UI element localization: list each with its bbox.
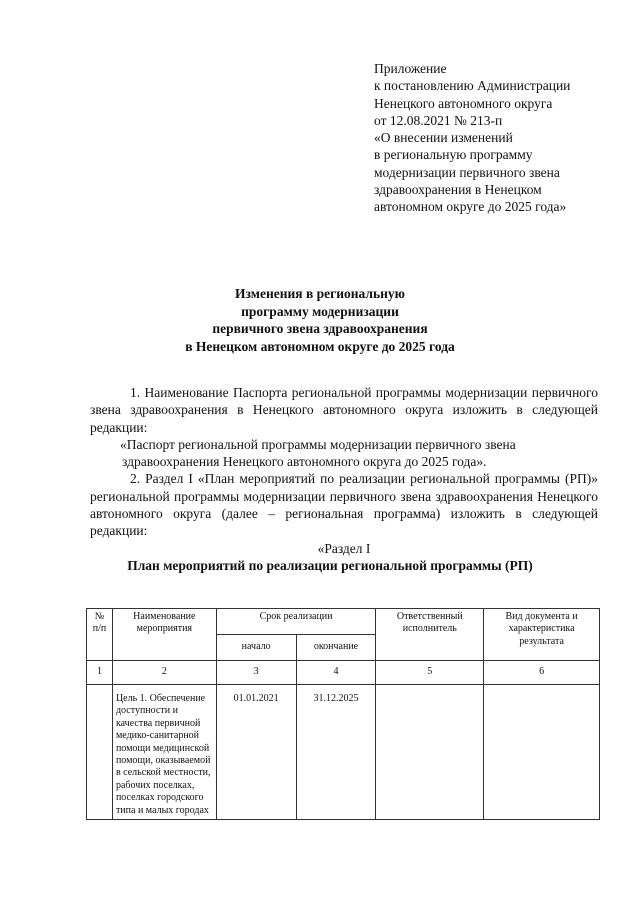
item-1-paragraph: 1. Наименование Паспорта региональной программы модернизации первичного звена здравоохранения в Ненецкого автономного округа изложить в следующей редакции:: [90, 385, 598, 435]
appendix-line: в региональную программу: [374, 147, 533, 163]
col-number: 5: [376, 661, 484, 685]
appendix-line: Ненецкого автономного округа: [374, 95, 553, 111]
col-number: 4: [296, 661, 376, 685]
appendix-line: от 12.08.2021 № 213-п: [374, 112, 503, 128]
row-doc: [484, 685, 600, 820]
col-number: 3: [216, 661, 296, 685]
appendix-line: «О внесении изменений: [374, 130, 513, 146]
appendix-block: [374, 60, 624, 216]
header-name: Наименование мероприятия: [112, 609, 216, 661]
table-row: [87, 685, 600, 820]
section-label: «Раздел I: [317, 540, 371, 556]
appendix-line: автономном округе до 2025 года»: [374, 199, 567, 215]
row-name: Цель 1. Обеспечение доступности и качества первичной медико-санитарной помощи медицинской помощи, оказываемой в сельской местности, рабочих поселках, поселках городского типа и малых городах: [112, 685, 216, 820]
title-line: Изменения в региональную: [235, 286, 405, 301]
item-2-paragraph: 2. Раздел I «План мероприятий по реализации региональной программы (РП)» региональной программы модернизации первичного звена здравоохранения Ненецкого автономного округа (далее – региональная программа) изложить в следующей редакции:: [90, 471, 598, 539]
quote-line: здравоохранения Ненецкого автономного округа до 2025 года».: [122, 454, 487, 470]
header-doc: Вид документа и характеристика результата: [484, 609, 600, 661]
plan-table: [86, 608, 600, 820]
section-title: План мероприятий по реализации региональной программы (РП): [127, 557, 533, 573]
appendix-line: к постановлению Администрации: [374, 78, 571, 94]
header-end: окончание: [296, 635, 376, 661]
header-num: № п/п: [87, 609, 113, 661]
col-number: 1: [87, 661, 113, 685]
document-body: [90, 384, 598, 574]
row-num: [87, 685, 113, 820]
row-start: 01.01.2021: [216, 685, 296, 820]
col-number: 6: [484, 661, 600, 685]
title-line: в Ненецком автономном округе до 2025 года: [185, 338, 455, 354]
header-start: начало: [216, 635, 296, 661]
row-responsible: [376, 685, 484, 820]
appendix-line: модернизации первичного звена: [374, 164, 560, 180]
row-end: 31.12.2025: [296, 685, 376, 820]
header-responsible: Ответственный исполнитель: [376, 609, 484, 661]
document-title: [60, 285, 580, 355]
header-period: Срок реализации: [216, 609, 376, 635]
title-line: программу модернизации: [241, 303, 399, 319]
appendix-line: Приложение: [374, 61, 447, 76]
title-line: первичного звена здравоохранения: [212, 321, 428, 336]
quote-line: «Паспорт региональной программы модернизации первичного звена: [120, 436, 516, 452]
appendix-line: здравоохранения в Ненецком: [374, 182, 542, 198]
col-number: 2: [112, 661, 216, 685]
